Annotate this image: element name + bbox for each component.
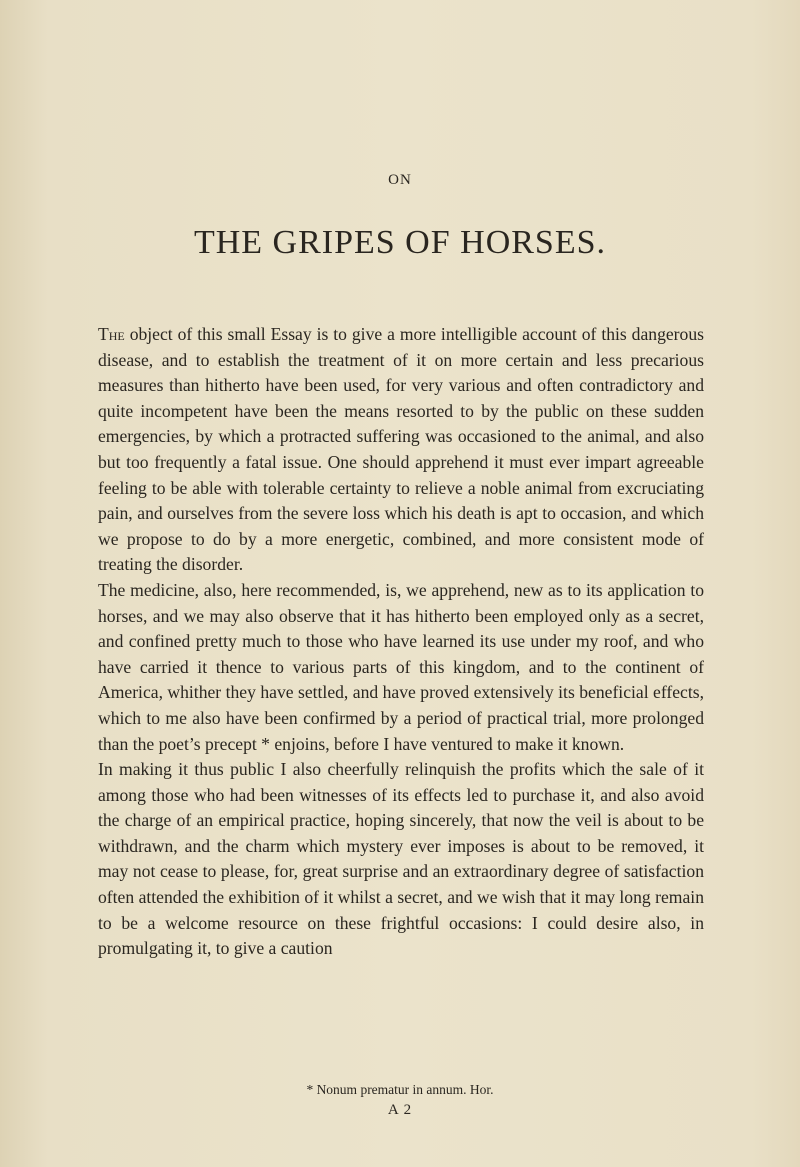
paragraph-1 — [98, 322, 704, 578]
paragraph-3: In making it thus public I also cheerfully relinquish the profits which the sale of it among those who had been witnesses of its effects led to purchase it, and also avoid the charge of an empirical practice, hoping sincerely, that now the veil is about to be withdrawn, and the charm which mystery ever imposes is about to be removed, it may not cease to please, for, great surprise and an extraordinary degree of satisfaction often attended the exhibition of it whilst a secret, and we wish that it may long remain to be a welcome resource on these frightful occasions: I could desire also, in promulgating it, to give a caution — [98, 759, 704, 959]
paragraph-1-lead: The — [98, 324, 125, 344]
heading-prefix: ON — [388, 172, 412, 188]
signature-mark: A 2 — [387, 1102, 413, 1118]
page-title: THE GRIPES OF HORSES. — [193, 224, 607, 261]
footnote: * Nonum prematur in annum. Hor. — [306, 1082, 494, 1097]
body-text — [98, 322, 704, 962]
paragraph-2: The medicine, also, here recommended, is, we apprehend, new as to its application to horses, and we may also observe that it has hitherto been employed only as a secret, and confined pretty much to those who have learned its use under my roof, and who have carried it thence to various parts of this kingdom, and to the continent of America, whither they have settled, and have proved extensively its beneficial effects, which to me also have been confirmed by a period of practical trial, more prolonged than the poet’s precept * enjoins, before I have ventured to make it known. — [98, 579, 704, 754]
paragraph-1-text: object of this small Essay is to give a more intelligible account of this dangerous disease, and to establish the treatment of it on more certain and less precarious measures than hitherto have been used, for very various and often contradictory and quite incompetent have been the means resorted to by the public on these sudden emergencies, by which a protracted suffering was occasioned to the animal, and also but too frequently a fatal issue. One should apprehend it must ever impart agreeable feeling to be able with tolerable certainty to relieve a noble animal from excruciating pain, and ourselves from the severe loss which his death is apt to occasion, and which we propose to do by a more energetic, combined, and more consistent mode of treating the disorder. — [98, 324, 704, 575]
